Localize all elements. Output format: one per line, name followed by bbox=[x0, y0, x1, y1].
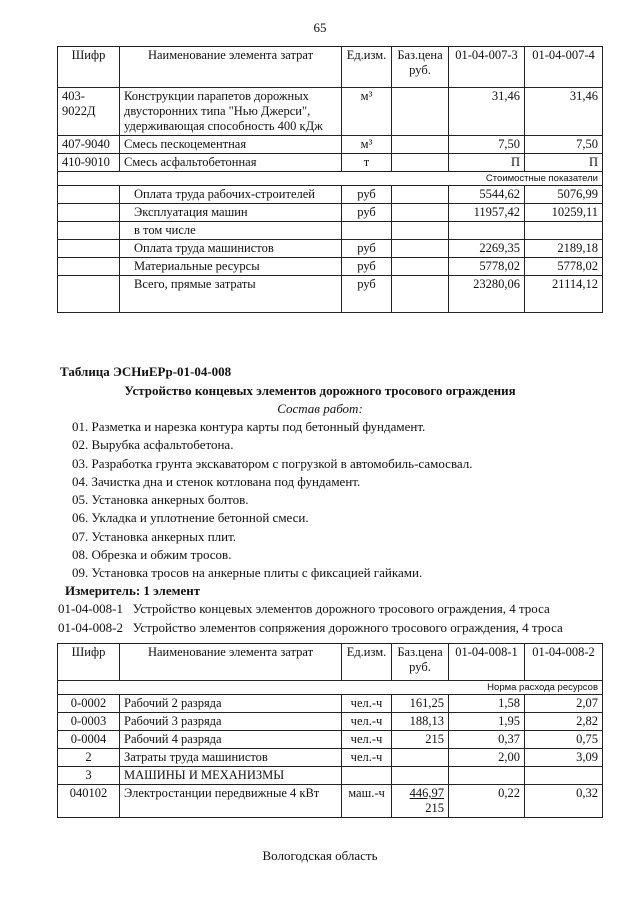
list-item: 05. Установка анкерных болтов. bbox=[72, 492, 249, 508]
row-v2: 3,09 bbox=[525, 749, 603, 767]
summary-v2: 21114,12 bbox=[525, 276, 603, 313]
summary-v2: 5076,99 bbox=[525, 186, 603, 204]
summary-unit: руб bbox=[342, 204, 392, 222]
col-header-unit: Ед.изм. bbox=[342, 47, 392, 88]
code-line: 01-04-008-2 Устройство элементов сопряжения дорожного тросового ограждения, 4 троса bbox=[58, 620, 563, 635]
list-item: 06. Укладка и уплотнение бетонной смеси. bbox=[72, 510, 309, 526]
row-v1: 1,95 bbox=[449, 713, 525, 731]
section-code: 3 bbox=[58, 767, 120, 785]
row-code: 410-9010 bbox=[58, 154, 120, 172]
summary-name: Материальные ресурсы bbox=[120, 258, 342, 276]
row-price bbox=[392, 154, 449, 172]
table-row bbox=[58, 88, 603, 136]
table-row bbox=[58, 785, 603, 818]
table-row bbox=[58, 136, 603, 154]
table-title: Таблица ЭСНиЕРр-01-04-008 bbox=[60, 364, 232, 379]
row-v1: 0,22 bbox=[449, 785, 525, 818]
row-v2: 2,82 bbox=[525, 713, 603, 731]
row-price bbox=[392, 136, 449, 154]
row-v2: 2,07 bbox=[525, 695, 603, 713]
summary-row bbox=[58, 186, 603, 204]
summary-unit: руб bbox=[342, 186, 392, 204]
row-price bbox=[392, 749, 449, 767]
row-unit: чел.-ч bbox=[342, 695, 392, 713]
summary-v2: 2189,18 bbox=[525, 240, 603, 258]
row-unit: чел.-ч bbox=[342, 749, 392, 767]
row-code: 0-0003 bbox=[58, 713, 120, 731]
row-code: 2 bbox=[58, 749, 120, 767]
col-header-v2: 01-04-008-2 bbox=[525, 644, 603, 681]
summary-row bbox=[58, 276, 603, 313]
summary-unit: руб bbox=[342, 276, 392, 313]
row-unit: т bbox=[342, 154, 392, 172]
row-v1: 0,37 bbox=[449, 731, 525, 749]
summary-v1: 23280,06 bbox=[449, 276, 525, 313]
table-name: Устройство концевых элементов дорожного тросового ограждения bbox=[124, 383, 516, 398]
resource-norm-label: Норма расхода ресурсов bbox=[58, 681, 603, 695]
col-header-v1: 01-04-008-1 bbox=[449, 644, 525, 681]
list-item: 07. Установка анкерных плит. bbox=[72, 528, 237, 544]
row-v1: 7,50 bbox=[449, 136, 525, 154]
table-row bbox=[58, 731, 603, 749]
row-unit: чел.-ч bbox=[342, 731, 392, 749]
list-item: 09. Установка тросов на анкерные плиты с фиксацией гайками. bbox=[72, 565, 423, 581]
row-name: Конструкции парапетов дорожных двусторонних типа "Нью Джерси", удерживающая способность 400 кДж bbox=[120, 88, 342, 136]
table-header-row bbox=[58, 644, 603, 681]
subheader-row bbox=[58, 172, 603, 186]
footer-region: Вологодская область bbox=[262, 848, 378, 863]
summary-name: Всего, прямые затраты bbox=[120, 276, 342, 313]
col-header-code: Шифр bbox=[58, 644, 120, 681]
col-header-unit: Ед.изм. bbox=[342, 644, 392, 681]
row-code: 0-0004 bbox=[58, 731, 120, 749]
row-unit: м³ bbox=[342, 88, 392, 136]
table-row bbox=[58, 154, 603, 172]
table-row bbox=[58, 695, 603, 713]
summary-row bbox=[58, 222, 603, 240]
summary-row bbox=[58, 258, 603, 276]
list-item: 08. Обрезка и обжим тросов. bbox=[72, 547, 232, 563]
summary-name: Оплата труда рабочих-строителей bbox=[120, 186, 342, 204]
row-price: 188,13 bbox=[392, 713, 449, 731]
row-unit: м³ bbox=[342, 136, 392, 154]
row-price bbox=[392, 785, 449, 818]
list-item: 02. Вырубка асфальтобетона. bbox=[72, 437, 234, 453]
row-v1: 2,00 bbox=[449, 749, 525, 767]
summary-name: в том числе bbox=[120, 222, 342, 240]
summary-v2: 5778,02 bbox=[525, 258, 603, 276]
price-bottom: 215 bbox=[425, 801, 444, 815]
summary-v2: 10259,11 bbox=[525, 204, 603, 222]
page-number: 65 bbox=[313, 20, 327, 35]
row-v2: 31,46 bbox=[525, 88, 603, 136]
summary-unit: руб bbox=[342, 258, 392, 276]
row-code: 040102 bbox=[58, 785, 120, 818]
code-line: 01-04-008-1 Устройство концевых элементов дорожного тросового ограждения, 4 троса bbox=[58, 601, 550, 616]
row-code: 407-9040 bbox=[58, 136, 120, 154]
col-header-price: Баз.цена руб. bbox=[392, 644, 449, 681]
measure-unit: Измеритель: 1 элемент bbox=[65, 583, 201, 598]
subheader-row bbox=[58, 681, 603, 695]
section-name: МАШИНЫ И МЕХАНИЗМЫ bbox=[120, 767, 342, 785]
works-title: Состав работ: bbox=[277, 401, 363, 416]
row-v2: 7,50 bbox=[525, 136, 603, 154]
row-price: 161,25 bbox=[392, 695, 449, 713]
row-v1: 1,58 bbox=[449, 695, 525, 713]
summary-v1: 5544,62 bbox=[449, 186, 525, 204]
row-v1: П bbox=[449, 154, 525, 172]
summary-v1: 2269,35 bbox=[449, 240, 525, 258]
summary-v1: 5778,02 bbox=[449, 258, 525, 276]
col-header-name: Наименование элемента затрат bbox=[120, 644, 342, 681]
row-code: 403-9022Д bbox=[58, 88, 120, 136]
row-price: 215 bbox=[392, 731, 449, 749]
row-unit: чел.-ч bbox=[342, 713, 392, 731]
table-header-row bbox=[58, 47, 603, 88]
summary-name: Эксплуатация машин bbox=[120, 204, 342, 222]
list-item: 04. Зачистка дна и стенок котлована под фундамент. bbox=[72, 473, 361, 489]
row-name: Электростанции передвижные 4 кВт bbox=[120, 785, 342, 818]
section-row bbox=[58, 767, 603, 785]
col-header-price: Баз.цена руб. bbox=[392, 47, 449, 88]
table-row bbox=[58, 713, 603, 731]
row-name: Смесь асфальтобетонная bbox=[120, 154, 342, 172]
works-list bbox=[72, 418, 473, 583]
row-name: Смесь пескоцементная bbox=[120, 136, 342, 154]
price-top: 446,97 bbox=[409, 786, 444, 800]
summary-row bbox=[58, 204, 603, 222]
cost-table-007 bbox=[57, 46, 603, 313]
row-name: Рабочий 4 разряда bbox=[120, 731, 342, 749]
resource-table-008 bbox=[57, 643, 603, 818]
summary-row bbox=[58, 240, 603, 258]
row-price bbox=[392, 88, 449, 136]
row-v2: П bbox=[525, 154, 603, 172]
row-v2: 0,75 bbox=[525, 731, 603, 749]
list-item: 01. Разметка и нарезка контура карты под бетонный фундамент. bbox=[72, 419, 426, 434]
row-name: Затраты труда машинистов bbox=[120, 749, 342, 767]
cost-indicators-label: Стоимостные показатели bbox=[58, 172, 603, 186]
row-code: 0-0002 bbox=[58, 695, 120, 713]
row-v2: 0,32 bbox=[525, 785, 603, 818]
col-header-code: Шифр bbox=[58, 47, 120, 88]
col-header-name: Наименование элемента затрат bbox=[120, 47, 342, 88]
row-name: Рабочий 3 разряда bbox=[120, 713, 342, 731]
row-unit: маш.-ч bbox=[342, 785, 392, 818]
summary-v1: 11957,42 bbox=[449, 204, 525, 222]
row-name: Рабочий 2 разряда bbox=[120, 695, 342, 713]
row-v1: 31,46 bbox=[449, 88, 525, 136]
summary-unit: руб bbox=[342, 240, 392, 258]
col-header-v1: 01-04-007-3 bbox=[449, 47, 525, 88]
col-header-v2: 01-04-007-4 bbox=[525, 47, 603, 88]
summary-name: Оплата труда машинистов bbox=[120, 240, 342, 258]
table-row bbox=[58, 749, 603, 767]
list-item: 03. Разработка грунта экскаватором с погрузкой в автомобиль-самосвал. bbox=[72, 455, 473, 471]
